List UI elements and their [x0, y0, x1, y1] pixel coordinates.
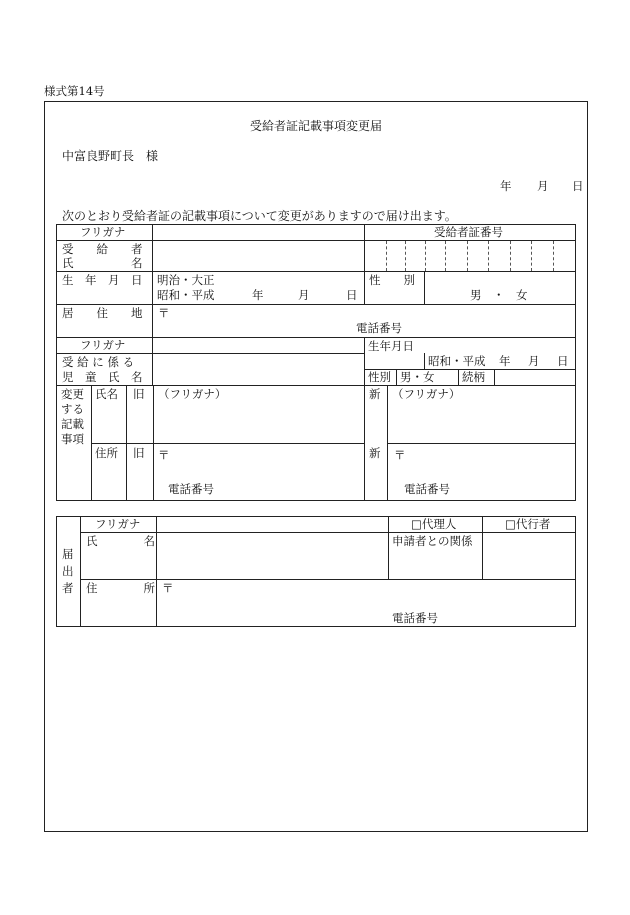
old-name-field[interactable] [154, 402, 364, 443]
birth-year: 年 [252, 288, 264, 302]
old-furigana-paren: （フリガナ） [158, 387, 227, 401]
agent-checkbox[interactable]: □代理人 [411, 517, 457, 531]
new-phone-label: 電話番号 [404, 482, 450, 496]
old-postal-mark: 〒 [158, 448, 170, 462]
child-birth-label: 生年月日 [368, 339, 414, 353]
child-birth-month: 月 [528, 354, 540, 368]
filer-relation-label: 申請者との関係 [392, 534, 473, 548]
change-address-label: 住所 [95, 446, 118, 460]
filer-name-field[interactable] [157, 533, 388, 579]
child-name-label-2: 児 童 氏 名 [62, 370, 143, 384]
child-sex-label: 性別 [368, 370, 391, 384]
new-furigana-paren: （フリガナ） [392, 387, 461, 401]
old-name-label: 旧 [133, 387, 145, 401]
recipient-label-2: 氏 名 [62, 256, 143, 270]
child-birth-year: 年 [499, 354, 511, 368]
child-era[interactable]: 昭和・平成 [428, 354, 486, 368]
sex-options[interactable]: 男 ・ 女 [470, 288, 528, 302]
new-name-label: 新 [369, 387, 381, 401]
change-label-3: 記載 [61, 417, 84, 431]
filer-name-label: 氏 名 [86, 534, 155, 548]
change-label-2: する [61, 402, 84, 416]
filer-furigana-field[interactable] [157, 517, 388, 532]
filer-relation-field[interactable] [483, 533, 575, 579]
new-name-field[interactable] [388, 402, 576, 443]
birth-day: 日 [346, 288, 358, 302]
recipient-label-1: 受 給 者 [62, 242, 143, 256]
recipient-name-field[interactable] [153, 241, 364, 271]
date-year[interactable]: 年 [500, 179, 512, 193]
child-name-label-1: 受 給 に 係 る [62, 355, 135, 369]
address-label: 居 住 地 [62, 306, 143, 320]
filer-phone-label: 電話番号 [392, 611, 438, 625]
child-sex-options[interactable]: 男・女 [400, 370, 435, 384]
intro-text: 次のとおり受給者証の記載事項について変更がありますので届け出ます。 [62, 209, 457, 223]
filer-label-3: 者 [62, 581, 74, 595]
proxy-checkbox[interactable]: □代行者 [505, 517, 551, 531]
new-address-field[interactable] [388, 462, 576, 480]
addressee: 中富良野町長 様 [62, 149, 159, 163]
new-address-label: 新 [369, 446, 381, 460]
form-title: 受給者証記載事項変更届 [250, 119, 383, 133]
form-number: 様式第14号 [44, 84, 105, 98]
old-address-field[interactable] [154, 462, 364, 480]
era-1[interactable]: 明治・大正 [157, 273, 215, 287]
date-month[interactable]: 月 [537, 179, 549, 193]
change-label-1: 変更 [61, 387, 84, 401]
era-2[interactable]: 昭和・平成 [157, 288, 215, 302]
new-postal-mark: 〒 [394, 448, 406, 462]
address-field[interactable] [153, 305, 576, 337]
filer-label-2: 出 [62, 564, 74, 578]
change-label-4: 事項 [61, 432, 84, 446]
birthdate-label: 生 年 月 日 [62, 273, 143, 287]
filer-furigana-label: フリガナ [95, 517, 141, 531]
postal-mark: 〒 [158, 306, 170, 320]
child-birth-day: 日 [557, 354, 569, 368]
change-name-label: 氏名 [95, 387, 118, 401]
furigana-label: フリガナ [80, 225, 126, 239]
child-furigana-label: フリガナ [80, 338, 126, 352]
filer-address-label: 住 所 [86, 581, 155, 595]
phone-label: 電話番号 [356, 321, 402, 335]
relation-label: 続柄 [462, 370, 485, 384]
birth-month: 月 [298, 288, 310, 302]
sex-label: 性 別 [369, 273, 415, 287]
date-day[interactable]: 日 [572, 179, 584, 193]
old-phone-label: 電話番号 [168, 482, 214, 496]
child-name-field[interactable] [153, 354, 364, 385]
filer-label-1: 届 [62, 547, 74, 561]
filer-postal-mark: 〒 [162, 581, 174, 595]
filer-address-field[interactable] [175, 582, 575, 608]
cert-number-label: 受給者証番号 [434, 225, 503, 239]
old-address-label: 旧 [133, 446, 145, 460]
